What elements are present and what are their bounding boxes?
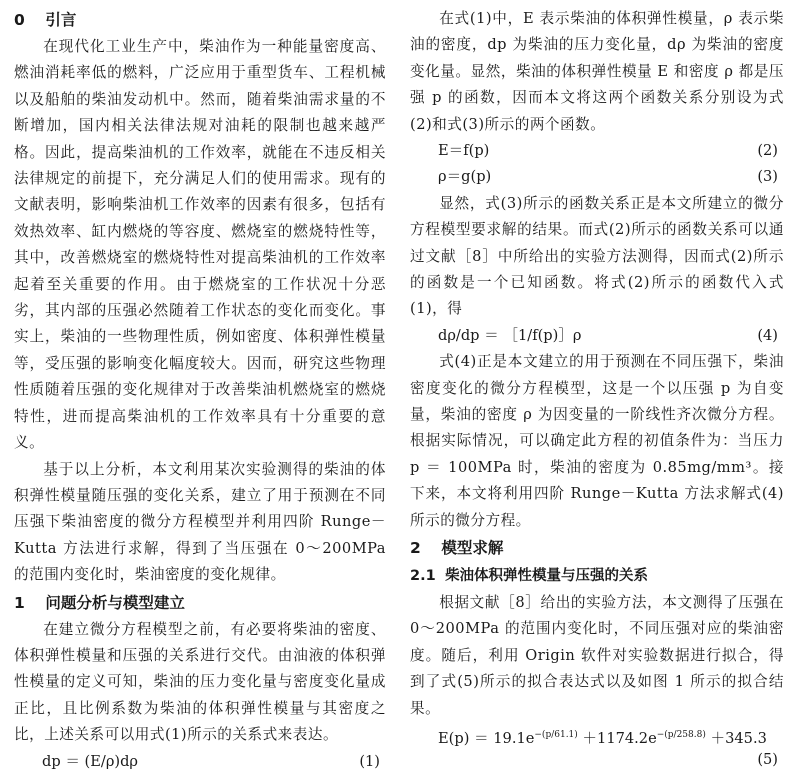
- equation-5: [410, 722, 784, 748]
- subsection-number: 2.1: [410, 568, 436, 585]
- subsection-heading-modulus-pressure: [410, 562, 784, 590]
- paragraph-solution-1: 根据文献［8］给出的实验方法，本文测得了压强在 0～200MPa 的范围内变化时，不同压强对应的柴油密度。随后，利用 Origin 软件对实验数据进行拟合，得到了式(5)所示的拟合表达式以及如图 1 所示的拟合结果。: [410, 594, 784, 717]
- subsection-title: 柴油体积弹性模量与压强的关系: [445, 568, 649, 585]
- equation-expression: E＝f(p): [438, 142, 490, 160]
- right-column: [410, 6, 784, 771]
- paragraph-analysis-1: 在建立微分方程模型之前，有必要将柴油的密度、体积弹性模量和压强的关系进行交代。由油液的体积弹性模量的定义可知，柴油的压力变化量与密度变化量成正比，且比例系数为柴油的体积弹性模量与其密度之比，上述关系可以用式(1)所示的关系式来表达。: [14, 620, 386, 744]
- paragraph-introduction-1: 在现代化工业生产中，柴油作为一种能量密度高、燃油消耗率低的燃料，广泛应用于重型货车、工程机械以及船舶的柴油发动机中。然而，随着柴油需求量的不断增加，国内相关法律法规对油耗的限制也越来越严格。因此，提高柴油机的工作效率，就能在不违反相关法律规定的前提下，充分满足人们的使用需求。现有的文献表明，影响柴油机工作效率的因素有很多，包括有效热效率、缸内燃烧的等容度、燃烧室的燃烧特性等，其中，改善燃烧室的燃烧特性对提高柴油机的工作效率起着至关重要的作用。由于燃烧室的工作状况十分恶劣，其内部的压强必然随着工作状态的变化而变化。事实上，柴油的一些物理性质，例如密度、体积弹性模量等，受压强的影响变化幅度较大。因而，研究这些物理性质随着压强的变化规律对于改善柴油机燃烧室的燃烧特性，进而提高柴油机的工作效率具有十分重要的意义。: [14, 38, 386, 452]
- equation-expression: dρ/dp ＝ ［1/f(p)］ρ: [438, 326, 582, 344]
- equation-number: (3): [757, 168, 778, 186]
- left-column: [14, 6, 386, 775]
- section-title: 引言: [45, 11, 77, 29]
- paragraph-analysis-2: 在式(1)中，E 表示柴油的体积弹性模量，ρ 表示柴油的密度，dp 为柴油的压力变化量，dρ 为柴油的密度变化量。显然，柴油的体积弹性模量 E 和密度 ρ 都是压强 p 的函数，因而本文将这两个函数关系分别设为式(2)和式(3)所示的两个函数。: [410, 10, 784, 133]
- paragraph-introduction-2: 基于以上分析，本文利用某次实验测得的柴油的体积弹性模量随压强的变化关系，建立了用于预测在不同压强下柴油密度的微分方程模型并利用四阶 Runge－Kutta 方法进行求解，得到了当压强在 0～200MPa 的范围内变化时，柴油密度的变化规律。: [14, 460, 386, 584]
- paragraph-analysis-4: 式(4)正是本文建立的用于预测在不同压强下，柴油密度变化的微分方程模型，这是一个以压强 p 为自变量，柴油的密度 ρ 为因变量的一阶线性齐次微分方程。根据实际情况，可以确定此方程的初值条件为：当压力 p ＝ 100MPa 时，柴油的密度为 0.85mg/mm³。接下来，本文将利用四阶 Runge－Kutta 方法求解式(4)所示的微分方程。: [410, 353, 784, 529]
- equation-2: [410, 138, 784, 164]
- equation-3: [410, 164, 784, 190]
- equation-number: (2): [757, 142, 778, 160]
- paragraph-analysis-3: 显然，式(3)所示的函数关系正是本文所建立的微分方程模型要求解的结果。而式(2)所示的函数关系可以通过文献［8］中所给出的实验方法测得，因而式(2)所示的函数是一个已知函数。将式(2)所示的函数代入式(1)，得: [410, 194, 784, 318]
- equation-number: (1): [359, 752, 380, 770]
- section-title: 模型求解: [441, 539, 504, 558]
- equation-4: [410, 323, 784, 349]
- section-number: 1: [14, 593, 25, 612]
- section-number: 2: [410, 539, 421, 558]
- equation-5-number-row: [410, 749, 784, 771]
- equation-number: (5): [757, 750, 778, 768]
- equation-expression: $E(p) = 19.1e^{-(p/61.1)} +1174.2e^{-(p/258.8)} +345.3$: [438, 729, 767, 747]
- section-number: 0: [14, 11, 25, 29]
- section-heading-analysis: [14, 589, 386, 617]
- equation-number: (4): [757, 326, 778, 344]
- section-heading-solution: [410, 534, 784, 562]
- section-heading-introduction: [14, 6, 386, 34]
- exponent-2: −(p/258.8): [656, 730, 706, 741]
- equation-1: [14, 749, 386, 775]
- section-title: 问题分析与模型建立: [45, 593, 185, 612]
- equation-expression: dp ＝ (E/ρ)dρ: [42, 752, 139, 770]
- exponent-1: −(p/61.1): [534, 730, 578, 741]
- equation-expression: ρ＝g(p): [438, 168, 492, 186]
